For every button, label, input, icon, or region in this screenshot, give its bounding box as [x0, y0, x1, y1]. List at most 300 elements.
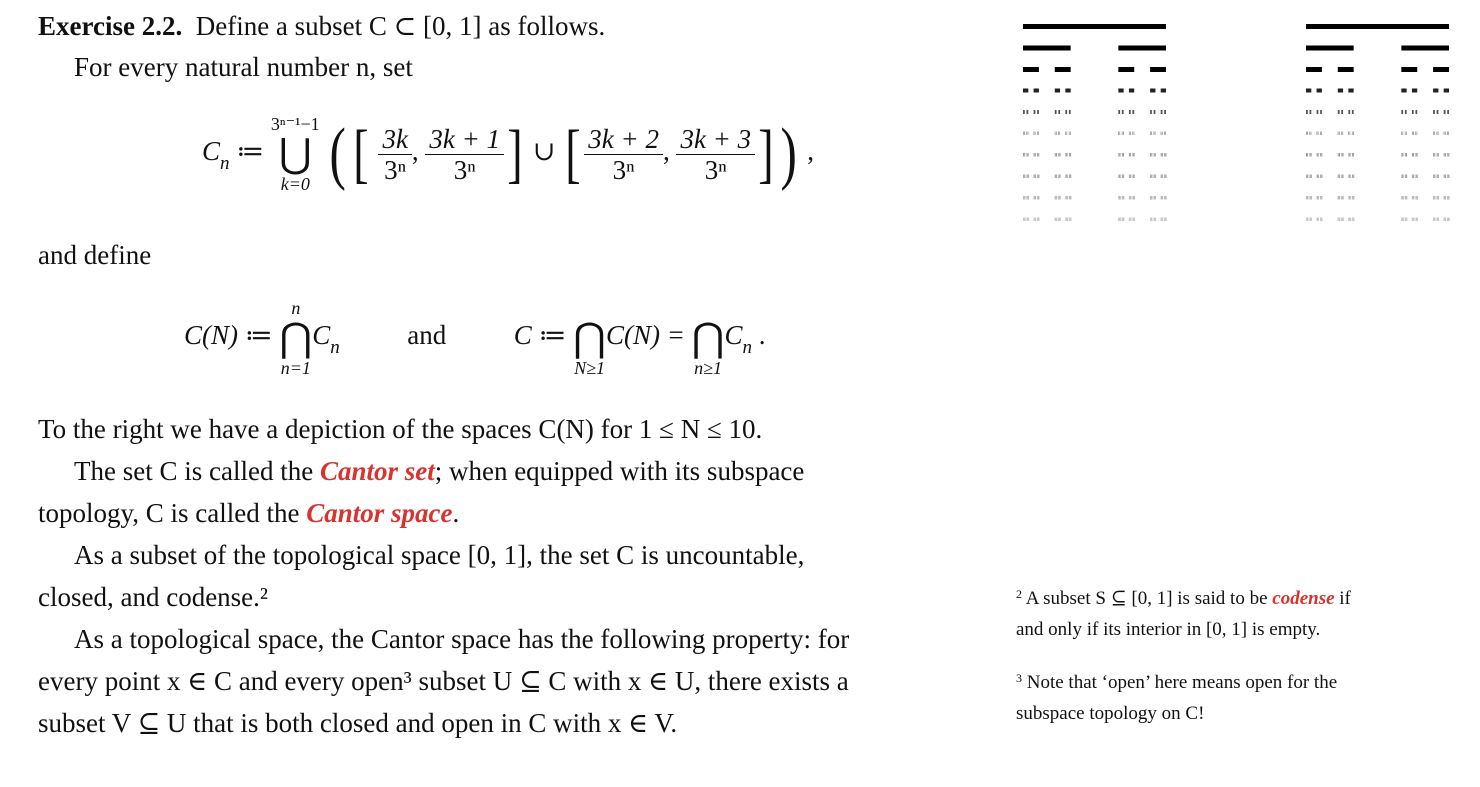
cantor-interval-c0-l6-24	[1150, 132, 1151, 136]
cantor-interval-c0-l9-23	[1027, 196, 1028, 200]
cantor-interval-c0-l10-239	[1069, 218, 1070, 222]
cantor-interval-c1-l10-399	[1434, 218, 1435, 222]
cantor-interval-c0-l9-143	[1120, 196, 1121, 200]
cantor-interval-c0-l7-39	[1123, 153, 1124, 157]
cantor-interval-c0-l8-7	[1025, 175, 1026, 179]
cantor-interval-c1-l10-15	[1307, 218, 1308, 222]
cantor-interval-c0-l6-27	[1155, 132, 1156, 136]
cantor-interval-c0-l7-1	[1023, 153, 1024, 157]
cantor-interval-c0-l4-4	[1118, 89, 1123, 93]
cantor-interval-c0-l10-31	[1025, 218, 1026, 222]
cantor-interval-c0-l9-63	[1039, 196, 1040, 200]
cantor-interval-c1-l6-24	[1433, 132, 1434, 136]
cantor-interval-c0-l7-5	[1027, 153, 1028, 157]
cantor-set-figure	[0, 0, 1480, 240]
eq1-trail: ,	[807, 136, 814, 167]
cantor-interval-c1-l9-31	[1311, 196, 1312, 200]
cantor-interval-c1-l6-11	[1342, 132, 1343, 136]
exercise-heading: Exercise 2.2.	[38, 11, 183, 41]
cantor-interval-c0-l7-11	[1035, 153, 1036, 157]
cantor-interval-c1-l7-25	[1349, 153, 1350, 157]
cantor-interval-c0-l9-111	[1067, 196, 1068, 200]
cantor-interval-c0-l4-6	[1150, 89, 1155, 93]
cantor-interval-c0-l5-7	[1069, 110, 1071, 114]
eq1-union-operator: 3ⁿ⁻¹−1 ⋃ k=0	[270, 114, 320, 194]
cantor-interval-c1-l8-15	[1311, 175, 1312, 179]
cantor-interval-c1-l1-0	[1306, 24, 1449, 29]
cantor-interval-c0-l9-151	[1122, 196, 1123, 200]
cantor-interval-c0-l5-11	[1132, 110, 1134, 114]
cantor-interval-c1-l9-199	[1434, 196, 1435, 200]
eq1-lhs: C	[202, 136, 221, 167]
cantor-interval-c1-l10-79	[1317, 218, 1318, 222]
eq1-upper: 3ⁿ⁻¹−1	[270, 114, 320, 134]
cantor-interval-c1-l7-61	[1448, 153, 1449, 157]
cantor-interval-c1-l8-11	[1310, 175, 1311, 179]
cantor-interval-c1-l9-87	[1342, 196, 1343, 200]
eq1-frac1: $\frac{3k}{\text{3ⁿ}}$	[378, 124, 411, 185]
cantor-interval-c1-l8-87	[1414, 175, 1415, 179]
cantor-interval-c1-l9-7	[1307, 196, 1308, 200]
cantor-interval-c0-l6-14	[1069, 132, 1070, 136]
cantor-interval-c0-l10-383	[1134, 218, 1135, 222]
cantor-interval-c1-l8-47	[1343, 175, 1344, 179]
cantor-interval-c0-l6-29	[1162, 132, 1163, 136]
cantor-interval-c0-l9-159	[1124, 196, 1125, 200]
cantor-interval-c0-l6-18	[1122, 132, 1123, 136]
cantor-interval-c1-l7-59	[1445, 153, 1446, 157]
cantor-interval-c1-l5-8	[1401, 110, 1403, 114]
cantor-interval-c0-l8-39	[1056, 175, 1057, 179]
cantor-interval-c0-l3-3	[1150, 67, 1166, 72]
cantor-interval-c0-l5-0	[1023, 110, 1025, 114]
cantor-interval-c0-l1-0	[1023, 24, 1166, 29]
cantor-interval-c0-l7-35	[1120, 153, 1121, 157]
cantor-interval-c0-l3-2	[1118, 67, 1134, 72]
cantor-interval-c0-l6-25	[1151, 132, 1152, 136]
cantor-interval-c1-l8-71	[1403, 175, 1404, 179]
cantor-interval-c1-l6-14	[1352, 132, 1353, 136]
cantor-interval-c1-l8-83	[1412, 175, 1413, 179]
cantor-interval-c0-l3-0	[1023, 67, 1039, 72]
cantor-interval-c0-l10-95	[1035, 218, 1036, 222]
cantor-interval-c0-l6-28	[1161, 132, 1162, 136]
cantor-interval-c0-l6-30	[1164, 132, 1165, 136]
cantor-interval-c0-l5-2	[1034, 110, 1036, 114]
eq1-frac2: $\frac{3k + 1}{\text{3ⁿ}}$	[425, 124, 504, 185]
cantor-interval-c1-l9-167	[1412, 196, 1413, 200]
cantor-interval-c0-l6-3	[1028, 132, 1029, 136]
cantor-interval-c0-l9-119	[1069, 196, 1070, 200]
cantor-interval-c0-l6-16	[1118, 132, 1119, 136]
cantor-interval-c1-l10-271	[1402, 218, 1403, 222]
cantor-interval-c0-l8-99	[1151, 175, 1152, 179]
cantor-interval-c0-l9-183	[1133, 196, 1134, 200]
cantor-interval-c0-l8-83	[1129, 175, 1130, 179]
cantor-interval-c0-l4-2	[1055, 89, 1060, 93]
cantor-interval-c1-l5-15	[1447, 110, 1449, 114]
paragraph-6: As a topological space, the Cantor space has the following property: for	[74, 624, 850, 654]
cantor-interval-c1-l3-3	[1433, 67, 1449, 72]
cantor-interval-c1-l8-115	[1444, 175, 1445, 179]
cantor-interval-c0-l10-271	[1119, 218, 1120, 222]
cantor-interval-c1-l7-11	[1318, 153, 1319, 157]
cantor-interval-c1-l6-3	[1311, 132, 1312, 136]
cantor-interval-c1-l10-447	[1438, 218, 1439, 222]
cantor-interval-c0-l10-15	[1024, 218, 1025, 222]
cantor-interval-c1-l10-223	[1350, 218, 1351, 222]
cantor-interval-c1-l5-0	[1306, 110, 1308, 114]
cantor-interval-c0-l5-3	[1037, 110, 1039, 114]
cantor-interval-c1-l9-143	[1403, 196, 1404, 200]
cantor-interval-c1-l9-151	[1405, 196, 1406, 200]
eq1-lower: k=0	[280, 174, 310, 194]
cantor-interval-c0-l10-511	[1166, 218, 1167, 222]
cantor-interval-c1-l3-2	[1401, 67, 1417, 72]
cantor-interval-c0-l8-35	[1055, 175, 1056, 179]
cantor-interval-c1-l7-7	[1311, 153, 1312, 157]
cantor-interval-c0-l9-127	[1071, 196, 1072, 200]
cantor-interval-c1-l7-45	[1416, 153, 1417, 157]
cantor-interval-c1-l7-13	[1321, 153, 1322, 157]
cantor-interval-c0-l4-5	[1129, 89, 1134, 93]
cantor-interval-c0-l9-215	[1154, 196, 1155, 200]
cantor-interval-c0-l8-63	[1071, 175, 1072, 179]
exercise-line2: For every natural number n, set	[74, 52, 413, 82]
cantor-interval-c1-l7-5	[1310, 153, 1311, 157]
cantor-interval-c1-l10-111	[1321, 218, 1322, 222]
cantor-interval-c1-l5-11	[1415, 110, 1417, 114]
cantor-interval-c0-l5-13	[1154, 110, 1156, 114]
cantor-interval-c1-l6-20	[1412, 132, 1413, 136]
cantor-interval-c0-l9-175	[1131, 196, 1132, 200]
cantor-interval-c1-l2-0	[1306, 46, 1354, 51]
cantor-interval-c0-l2-0	[1023, 46, 1071, 51]
cantor-interval-c0-l7-17	[1055, 153, 1056, 157]
cantor-interval-c0-l9-79	[1057, 196, 1058, 200]
cantor-interval-c1-l7-15	[1322, 153, 1323, 157]
eq2-lhs: C(N) ≔	[184, 320, 273, 351]
cantor-interval-c1-l9-39	[1317, 196, 1318, 200]
cantor-interval-c1-l7-19	[1339, 153, 1340, 157]
cantor-interval-c0-l8-95	[1134, 175, 1135, 179]
cantor-interval-c0-l7-45	[1133, 153, 1134, 157]
cantor-interval-c1-l6-8	[1338, 132, 1339, 136]
cantor-interval-c0-l2-1	[1118, 46, 1166, 51]
cantor-interval-c1-l10-415	[1435, 218, 1436, 222]
cantor-interval-c1-l5-13	[1437, 110, 1439, 114]
cantor-interval-c1-l10-351	[1414, 218, 1415, 222]
cantor-interval-c1-l9-47	[1318, 196, 1319, 200]
cantor-interval-c0-l6-6	[1037, 132, 1038, 136]
cantor-interval-c1-l3-0	[1306, 67, 1322, 72]
cantor-interval-c1-l6-30	[1447, 132, 1448, 136]
cantor-interval-c1-l8-55	[1350, 175, 1351, 179]
cantor-interval-c1-l7-31	[1353, 153, 1354, 157]
cantor-interval-c0-l9-103	[1066, 196, 1067, 200]
cantor-interval-c1-l8-123	[1448, 175, 1449, 179]
cantor-interval-c1-l7-29	[1352, 153, 1353, 157]
cantor-interval-c0-l6-23	[1134, 132, 1135, 136]
cantor-interval-c0-l6-9	[1056, 132, 1057, 136]
cantor-interval-c0-l9-135	[1119, 196, 1120, 200]
cantor-interval-c1-l10-511	[1449, 218, 1450, 222]
cantor-interval-c1-l10-175	[1342, 218, 1343, 222]
cantor-interval-c1-l8-7	[1308, 175, 1309, 179]
cantor-interval-c1-l7-57	[1444, 153, 1445, 157]
cantor-interval-c1-l9-175	[1414, 196, 1415, 200]
cantor-interval-c0-l5-10	[1129, 110, 1131, 114]
cantor-interval-c1-l9-103	[1349, 196, 1350, 200]
cantor-interval-c1-l9-247	[1448, 196, 1449, 200]
cantor-interval-c1-l9-63	[1322, 196, 1323, 200]
cantor-interval-c1-l9-239	[1445, 196, 1446, 200]
cantor-interval-c0-l8-23	[1035, 175, 1036, 179]
cantor-interval-c0-l7-3	[1025, 153, 1026, 157]
cantor-interval-c0-l8-31	[1039, 175, 1040, 179]
cantor-interval-c1-l9-255	[1449, 196, 1450, 200]
cantor-interval-c1-l7-51	[1435, 153, 1436, 157]
paragraph-3: topology, C is called the Cantor space.	[38, 498, 460, 528]
cantor-interval-c0-l7-41	[1129, 153, 1130, 157]
paragraph-7: every point x ∈ C and every open³ subset U ⊆ C with x ∈ U, there exists a	[38, 666, 849, 696]
cantor-interval-c0-l7-61	[1165, 153, 1166, 157]
paragraph-1: To the right we have a depiction of the spaces C(N) for 1 ≤ N ≤ 10.	[38, 414, 763, 444]
cantor-interval-c1-l9-215	[1437, 196, 1438, 200]
cantor-interval-c1-l10-159	[1340, 218, 1341, 222]
cantor-interval-c0-l7-63	[1166, 153, 1167, 157]
cantor-interval-c0-l4-0	[1023, 89, 1028, 93]
cantor-interval-c1-l9-119	[1352, 196, 1353, 200]
cantor-interval-c0-l7-33	[1119, 153, 1120, 157]
cantor-interval-c1-l6-2	[1310, 132, 1311, 136]
cantor-interval-c1-l4-4	[1401, 89, 1406, 93]
cantor-interval-c0-l9-87	[1059, 196, 1060, 200]
cantor-interval-c1-l10-367	[1416, 218, 1417, 222]
cantor-interval-c0-l4-1	[1034, 89, 1039, 93]
cantor-interval-c1-l5-6	[1348, 110, 1350, 114]
eq2-intersection2: ⋂ N≥1	[573, 315, 606, 378]
cantor-interval-c1-l6-0	[1306, 132, 1307, 136]
cantor-interval-c1-l6-9	[1339, 132, 1340, 136]
cantor-interval-c0-l9-239	[1162, 196, 1163, 200]
cantor-interval-c0-l10-255	[1071, 218, 1072, 222]
and-define: and define	[38, 240, 152, 270]
cantor-interval-c1-l7-49	[1434, 153, 1435, 157]
cantor-interval-c0-l7-15	[1039, 153, 1040, 157]
cantor-interval-c1-l6-12	[1348, 132, 1349, 136]
cantor-interval-c1-l8-3	[1307, 175, 1308, 179]
cantor-interval-c0-l10-111	[1038, 218, 1039, 222]
cantor-interval-c0-l6-15	[1070, 132, 1071, 136]
cantor-interval-c0-l8-87	[1131, 175, 1132, 179]
cantor-interval-c0-l8-59	[1069, 175, 1070, 179]
cantor-interval-c0-l6-11	[1059, 132, 1060, 136]
cantor-interval-c1-l6-29	[1445, 132, 1446, 136]
cantor-interval-c1-l5-12	[1433, 110, 1435, 114]
cantor-interval-c1-l8-119	[1445, 175, 1446, 179]
cantor-interval-c1-l6-1	[1307, 132, 1308, 136]
cantor-interval-c1-l7-55	[1438, 153, 1439, 157]
cantor-interval-c1-l7-53	[1437, 153, 1438, 157]
cantor-interval-c0-l5-1	[1027, 110, 1029, 114]
cantor-interval-c1-l4-6	[1433, 89, 1438, 93]
cantor-interval-c1-l6-25	[1434, 132, 1435, 136]
cantor-interval-c1-l5-9	[1405, 110, 1407, 114]
cantor-interval-c1-l6-23	[1417, 132, 1418, 136]
paragraph-2: The set C is called the Cantor set; when equipped with its subspace	[74, 456, 805, 486]
eq1-frac4: $\frac{3k + 3}{\text{3ⁿ}}$	[676, 124, 755, 185]
cantor-interval-c1-l10-287	[1403, 218, 1404, 222]
cantor-interval-c1-l5-1	[1310, 110, 1312, 114]
cantor-interval-c0-l9-207	[1152, 196, 1153, 200]
cantor-interval-c0-l10-399	[1151, 218, 1152, 222]
cantor-interval-c1-l10-31	[1308, 218, 1309, 222]
cantor-interval-c1-l4-0	[1306, 89, 1311, 93]
cantor-interval-c0-l9-199	[1151, 196, 1152, 200]
cantor-interval-c0-l9-167	[1129, 196, 1130, 200]
cantor-interval-c1-l10-255	[1354, 218, 1355, 222]
cantor-interval-c0-l6-4	[1034, 132, 1035, 136]
cantor-interval-c1-l8-95	[1417, 175, 1418, 179]
cantor-interval-c1-l10-479	[1445, 218, 1446, 222]
paragraph-4: As a subset of the topological space [0, 1], the set C is uncountable,	[74, 540, 805, 570]
cantor-interval-c0-l5-8	[1118, 110, 1120, 114]
cantor-interval-c0-l10-319	[1124, 218, 1125, 222]
cantor-interval-c0-l7-7	[1028, 153, 1029, 157]
cantor-interval-c0-l5-12	[1150, 110, 1152, 114]
paragraph-8: subset V ⊆ U that is both closed and open in C with x ∈ V.	[38, 708, 678, 738]
cantor-interval-c1-l4-3	[1348, 89, 1353, 93]
cantor-interval-c0-l10-479	[1162, 218, 1163, 222]
cantor-interval-c0-l10-207	[1066, 218, 1067, 222]
cantor-interval-c0-l6-7	[1038, 132, 1039, 136]
cantor-interval-c1-l6-28	[1444, 132, 1445, 136]
cantor-interval-c0-l9-15	[1025, 196, 1026, 200]
cantor-interval-c1-l9-183	[1416, 196, 1417, 200]
cantor-interval-c1-l8-19	[1317, 175, 1318, 179]
cantor-interval-c1-l7-21	[1342, 153, 1343, 157]
cantor-interval-c1-l7-17	[1338, 153, 1339, 157]
cantor-interval-c1-l4-1	[1317, 89, 1322, 93]
term-codense: codense	[1272, 588, 1335, 609]
cantor-interval-c1-l6-15	[1353, 132, 1354, 136]
cantor-interval-c1-l8-59	[1352, 175, 1353, 179]
cantor-interval-c0-l10-287	[1120, 218, 1121, 222]
cantor-interval-c1-l6-5	[1318, 132, 1319, 136]
cantor-interval-c0-l10-495	[1165, 218, 1166, 222]
equation-cN: C(N) ≔ n ⋂ n=1 $C_n$ and C ≔ ⋂ N≥1 C(N) = ⋂ n≥1 $C_n$ .	[184, 298, 766, 378]
cantor-interval-c1-l9-79	[1340, 196, 1341, 200]
cantor-interval-c1-l10-143	[1338, 218, 1339, 222]
cantor-interval-c1-l10-95	[1318, 218, 1319, 222]
cantor-interval-c0-l8-51	[1066, 175, 1067, 179]
cantor-interval-c0-l5-5	[1058, 110, 1060, 114]
cantor-interval-c0-l9-231	[1161, 196, 1162, 200]
cantor-interval-c0-l7-43	[1131, 153, 1132, 157]
cantor-interval-c1-l9-127	[1354, 196, 1355, 200]
cantor-interval-c1-l10-463	[1444, 218, 1445, 222]
cantor-interval-c0-l7-29	[1069, 153, 1070, 157]
footnote-3: $^3$ Note that ‘open’ here means open for the subspace topology on C!	[1016, 671, 1338, 724]
cantor-interval-c1-l7-27	[1350, 153, 1351, 157]
cantor-interval-c0-l6-10	[1058, 132, 1059, 136]
cantor-interval-c0-l10-415	[1152, 218, 1153, 222]
cantor-interval-c1-l6-7	[1321, 132, 1322, 136]
cantor-interval-c0-l10-367	[1133, 218, 1134, 222]
cantor-interval-c1-l6-10	[1341, 132, 1342, 136]
cantor-interval-c0-l7-19	[1056, 153, 1057, 157]
cantor-interval-c1-l5-10	[1412, 110, 1414, 114]
cantor-interval-c1-l7-39	[1406, 153, 1407, 157]
cantor-interval-c1-l9-23	[1310, 196, 1311, 200]
cantor-interval-c1-l7-37	[1405, 153, 1406, 157]
cantor-interval-c0-l7-31	[1070, 153, 1071, 157]
cantor-interval-c0-l7-57	[1161, 153, 1162, 157]
cantor-interval-c0-l10-431	[1154, 218, 1155, 222]
cantor-interval-c0-l8-91	[1133, 175, 1134, 179]
cantor-interval-c1-l6-6	[1320, 132, 1321, 136]
cantor-interval-c0-l8-47	[1060, 175, 1061, 179]
cantor-interval-c0-l6-1	[1024, 132, 1025, 136]
cantor-interval-c0-l8-67	[1119, 175, 1120, 179]
cantor-interval-c0-l6-31	[1165, 132, 1166, 136]
cantor-interval-c1-l7-35	[1403, 153, 1404, 157]
cantor-interval-c1-l5-5	[1341, 110, 1343, 114]
cantor-interval-c1-l4-5	[1412, 89, 1417, 93]
cantor-interval-c1-l9-71	[1338, 196, 1339, 200]
cantor-interval-c1-l7-3	[1308, 153, 1309, 157]
footnote-2: $^2$ A subset S ⊆ [0, 1] is said to be codense if and only if its interior in [0, 1] is empty.	[1016, 587, 1351, 640]
cantor-interval-c0-l6-26	[1154, 132, 1155, 136]
cantor-interval-c0-l8-79	[1124, 175, 1125, 179]
cantor-interval-c1-l8-43	[1342, 175, 1343, 179]
cantor-interval-c0-l10-79	[1034, 218, 1035, 222]
cantor-interval-c0-l5-15	[1164, 110, 1166, 114]
cantor-interval-c1-l8-75	[1405, 175, 1406, 179]
cantor-interval-c0-l10-351	[1131, 218, 1132, 222]
cantor-interval-c0-l7-49	[1151, 153, 1152, 157]
cantor-interval-c0-l8-103	[1152, 175, 1153, 179]
eq1-lhs-sub: n	[220, 153, 230, 175]
cantor-interval-c1-l10-127	[1322, 218, 1323, 222]
cantor-interval-c1-l10-335	[1413, 218, 1414, 222]
cantor-interval-c0-l9-55	[1038, 196, 1039, 200]
cantor-interval-c0-l7-23	[1060, 153, 1061, 157]
cantor-interval-c0-l7-55	[1155, 153, 1156, 157]
term-cantor-set: Cantor set	[319, 456, 435, 486]
cantor-interval-c1-l7-41	[1412, 153, 1413, 157]
cantor-interval-c0-l10-335	[1130, 218, 1131, 222]
cantor-interval-c1-l7-43	[1414, 153, 1415, 157]
equation-cn: $C_n$ ≔ 3ⁿ⁻¹−1 ⋃ k=0 ( [ $\frac{3k}{\text{3ⁿ}}$ , $\frac{3k + 1}{\text{3ⁿ}}$ ] ∪ [ $\frac{3k + 2}{\text{3ⁿ}}$ , $\frac{3k + 3}{\text{3ⁿ}}$ ]) ,	[202, 114, 814, 194]
cantor-interval-c0-l9-31	[1028, 196, 1029, 200]
exercise-intro: Define a subset C ⊂ [0, 1] as follows.	[195, 11, 606, 41]
cantor-interval-c1-l4-2	[1338, 89, 1343, 93]
cantor-interval-c0-l7-37	[1122, 153, 1123, 157]
cantor-interval-c0-l6-17	[1120, 132, 1121, 136]
cantor-interval-c0-l7-9	[1034, 153, 1035, 157]
cantor-interval-c0-l6-22	[1132, 132, 1133, 136]
cantor-interval-c1-l6-21	[1413, 132, 1414, 136]
cantor-interval-c1-l9-231	[1444, 196, 1445, 200]
cantor-interval-c0-l8-75	[1122, 175, 1123, 179]
cantor-interval-c1-l6-27	[1438, 132, 1439, 136]
cantor-interval-c0-l7-47	[1134, 153, 1135, 157]
cantor-interval-c1-l8-91	[1416, 175, 1417, 179]
cantor-interval-c0-l6-5	[1035, 132, 1036, 136]
cantor-interval-c1-l10-319	[1407, 218, 1408, 222]
